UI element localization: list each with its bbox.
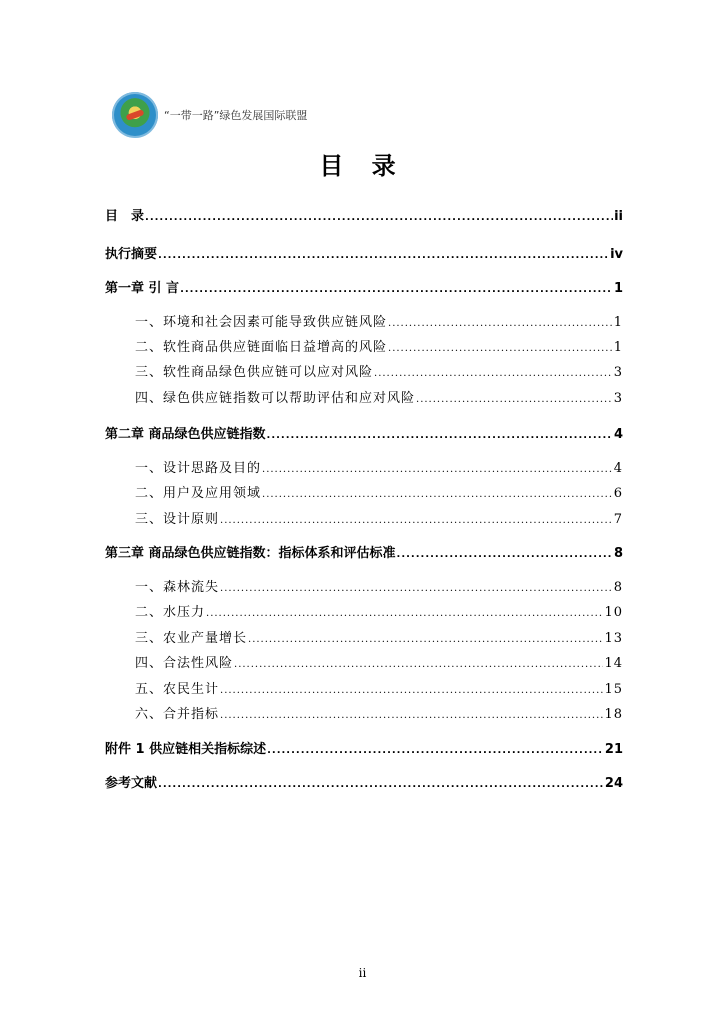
- toc-entry[interactable]: 四、绿色供应链指数可以帮助评估和应对风险 ..... 3: [135, 387, 623, 406]
- toc-entry[interactable]: 三、软性商品绿色供应链可以应对风险 ..... 3: [135, 361, 623, 380]
- org-name: “一带一路”绿色发展国际联盟: [164, 109, 308, 122]
- toc-entry[interactable]: 参考文献 ..... 24: [105, 772, 623, 791]
- toc-entry[interactable]: 二、软性商品供应链面临日益增高的风险 ..... 1: [135, 336, 623, 355]
- toc-entry[interactable]: 一、森林流失 ..... 8: [135, 576, 623, 595]
- toc-entry[interactable]: 二、水压力 ..... 10: [135, 601, 623, 620]
- toc-entry[interactable]: 第三章 商品绿色供应链指数：指标体系和评估标准 ..... 8: [105, 542, 623, 561]
- toc-entry[interactable]: 一、环境和社会因素可能导致供应链风险 ..... 1: [135, 311, 623, 330]
- page-number: ii: [358, 966, 367, 980]
- toc-entry[interactable]: 六、合并指标 ..... 18: [135, 703, 623, 722]
- toc-entry[interactable]: 二、用户及应用领域 ..... 6: [135, 482, 623, 501]
- toc-entry[interactable]: 五、农民生计 ..... 15: [135, 678, 623, 697]
- toc-entry[interactable]: 三、设计原则 ..... 7: [135, 508, 623, 527]
- toc-entry[interactable]: 四、合法性风险 ..... 14: [135, 652, 623, 671]
- toc-entry[interactable]: 执行摘要 ..... iv: [105, 243, 623, 262]
- alliance-logo-icon: [112, 92, 158, 138]
- toc-entry[interactable]: 一、设计思路及目的 ..... 4: [135, 457, 623, 476]
- toc-entry[interactable]: 第一章 引 言 ..... 1: [105, 277, 623, 296]
- toc-entry[interactable]: 三、农业产量增长 ..... 13: [135, 627, 623, 646]
- page-header: [112, 92, 307, 138]
- toc-entry[interactable]: 第二章 商品绿色供应链指数 ..... 4: [105, 423, 623, 442]
- toc-entry[interactable]: 目 录 ..... ii: [105, 205, 623, 224]
- page-title: 目 录: [319, 152, 406, 180]
- toc-entry[interactable]: 附件 1 供应链相关指标综述 ..... 21: [105, 738, 623, 757]
